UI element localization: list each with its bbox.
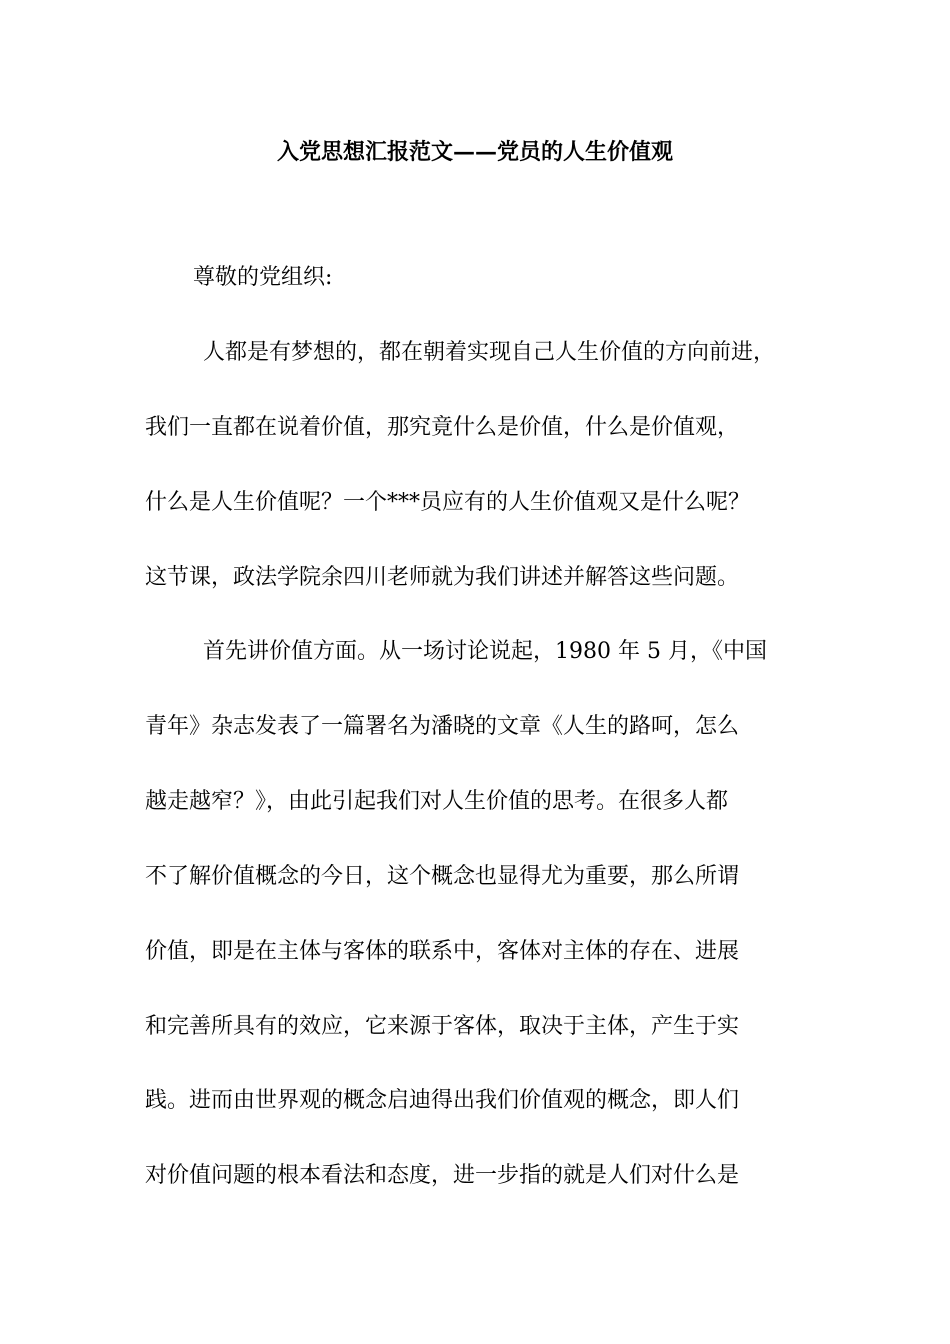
salutation: 尊敬的党组织: — [193, 265, 333, 290]
paragraph-line: 人都是有梦想的，都在朝着实现自己人生价值的方向前进， — [203, 340, 776, 365]
paragraph-line: 青年》杂志发表了一篇署名为潘晓的文章《人生的路呵，怎么 — [145, 714, 740, 739]
document-title: 入党思想汇报范文——党员的人生价值观 — [276, 139, 673, 165]
paragraph-line: 什么是人生价值呢？一个***员应有的人生价值观又是什么呢？ — [145, 490, 751, 515]
paragraph-line: 践。进而由世界观的概念启迪得出我们价值观的概念，即人们 — [145, 1088, 740, 1113]
paragraph-line: 我们一直都在说着价值，那究竟什么是价值，什么是价值观， — [145, 415, 740, 440]
paragraph-line: 对价值问题的根本看法和态度，进一步指的就是人们对什么是 — [145, 1163, 740, 1188]
paragraph-line: 和完善所具有的效应，它来源于客体，取决于主体，产生于实 — [145, 1014, 740, 1039]
paragraph-line: 首先讲价值方面。从一场讨论说起，1980 年 5 月，《中国 — [203, 639, 767, 664]
paragraph-line: 不了解价值概念的今日，这个概念也显得尤为重要，那么所谓 — [145, 864, 740, 889]
paragraph-line: 价值，即是在主体与客体的联系中，客体对主体的存在、进展 — [145, 939, 740, 964]
paragraph-line: 这节课，政法学院余四川老师就为我们讲述并解答这些问题。 — [145, 565, 740, 590]
paragraph-line: 越走越窄？》，由此引起我们对人生价值的思考。在很多人都 — [145, 789, 729, 814]
